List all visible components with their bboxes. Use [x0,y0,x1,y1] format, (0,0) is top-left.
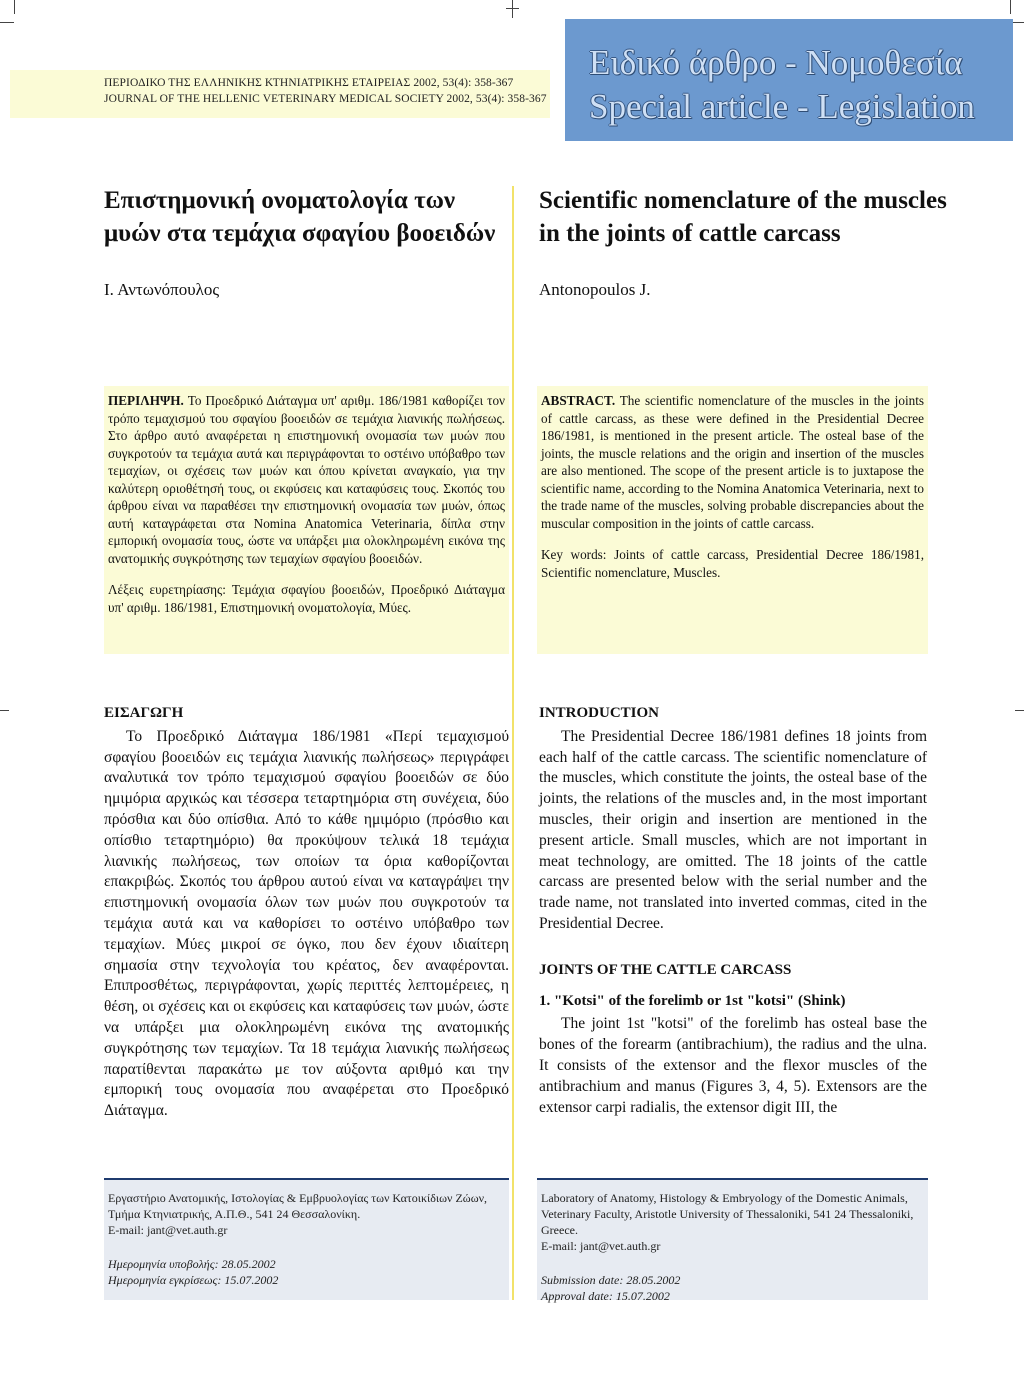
abstract-greek-text [108,392,505,567]
submission-date-greek: Ημερομηνία υποβολής: 28.05.2002 [108,1257,276,1271]
journal-name-greek: ΠΕΡΙΟΔΙΚΟ ΤΗΣ ΕΛΛΗΝΙΚΗΣ ΚΤΗΝΙΑΤΡΙΚΗΣ ΕΤΑΙΡΕΙΑΣ 2002, 53(4): 358-367 [104,77,514,89]
body-greek [104,703,509,1122]
paragraph-introduction-english: The Presidential Decree 186/1981 defines 18 joints from each half of the cattle carcass. The scientific nomenclature of the muscles, which constitute the joints, the osteal base of the joints, the relations of the muscles and, in the most important muscles, their origin and insertion are mentioned in the present article. Small muscles, which are not important in meat technology, are omitted. The 18 joints of the cattle carcass are presented below with the serial number and the trade name, not translated into inverted commas, cited in the Presidential Decree. [539,727,927,932]
keywords-english [541,546,924,581]
journal-name-english: JOURNAL OF THE HELLENIC VETERINARY MEDICAL SOCIETY 2002, 53(4): 358-367 [104,93,547,105]
dates-greek [108,1256,505,1288]
keywords-english-list: Joints of cattle carcass, Presidential Decree 186/1981, Scientific nomenclature, Muscles. [541,547,925,580]
keywords-english-label: Key words: [541,547,607,562]
crop-mark-left-mid [0,710,9,711]
section-title-english: Special article - Legislation [589,87,975,126]
keywords-greek-label: Λέξεις ευρετηρίασης: [108,582,226,597]
dates-english [541,1272,924,1304]
author-greek: Ι. Αντωνόπουλος [104,280,220,299]
email-greek: E-mail: jant@vet.auth.gr [108,1223,228,1237]
column-divider [512,186,514,1300]
submission-date-english: Submission date: 28.05.2002 [541,1273,681,1287]
article-title-english: Scientific nomenclature of the muscles in the joints of cattle carcass [539,187,947,247]
affiliation-english [537,1178,928,1303]
abstract-greek [104,386,509,654]
subheading-kotsi: 1. "Kotsi" of the forelimb or 1st "kotsi" (Shink) [539,992,846,1009]
abstract-greek-label: ΠΕΡΙΛΗΨΗ. [108,393,184,408]
affiliation-english-text: Laboratory of Anatomy, Histology & Embryology of the Domestic Animals, Veterinary Faculty, Aristotle University of Thessaloniki, 541 24 Thessaloniki, Greece. [541,1191,914,1237]
heading-introduction-english: INTRODUCTION [539,705,660,721]
keywords-greek [108,581,505,616]
heading-introduction-greek: ΕΙΣΑΓΩΓΗ [104,705,184,721]
abstract-english-label: ABSTRACT. [541,393,616,408]
author-english: Antonopoulos J. [539,280,651,299]
section-title-greek: Ειδικό άρθρο - Νομοθεσία [589,43,963,82]
abstract-english-body: The scientific nomenclature of the muscles in the joints of cattle carcass, as these were defined in the Presidential Decree 186/1981, is mentioned in the present article. The osteal base of the joints, the muscle relations and the origin and insertion of the muscles are also mentioned. The scope of the present article is to juxtapose the scientific name, according to the Nomina Anatomica Veterinaria, next to the trade name of the muscles, solving probable discrepancies about the muscular composition in the joints of cattle carcass. [541,393,924,531]
approval-date-english: Approval date: 15.07.2002 [541,1289,670,1303]
crop-mark-right-top-v [1010,0,1011,14]
crop-mark-right-mid [1015,710,1024,711]
affiliation-greek [104,1178,509,1300]
abstract-greek-body: Το Προεδρικό Διάταγμα υπ' αριθμ. 186/1981 καθορίζει τον τρόπο τεμαχισμού του σφαγίου βοοειδών σε τεμάχια λιανικής πωλήσεως. Στο άρθρο αυτό αναφέρεται η επιστημονική ονομασία των μυών που συγκροτούν τα τεμάχια αυτά και περιγράφονται το οστέινο υπόβαθρο των τεμαχίων, οι σχέσεις των μυών και όπου κρίνεται αναγκαίο, για την καλύτερη οριοθέτησή τους, οι εκφύσεις και καταφύσεις τους. Σκοπός του άρθρου είναι να παραθέσει την επιστημονική ονομασία των μυών, όπως αυτή καταγράφεται στα Nomina Anatomica Veterinaria, δίπλα στην εμπορική ονομασία τους, ώστε να υπάρξει μια ολοκληρωμένη εικόνα της ανατομικής συγκρότησης των τεμαχίων σφαγίου βοοειδών. [108,393,505,566]
crop-mark-top [512,0,513,18]
crop-mark-top-bar [506,8,519,9]
crop-mark-left-top [0,22,14,23]
keywords-greek-list: Τεμάχια σφαγίου βοοειδών, Προεδρικό Διάταγμα υπ' αριθμ. 186/1981, Επιστημονική ονοματολογία, Μύες. [108,582,505,615]
journal-header [104,75,564,107]
approval-date-greek: Ημερομηνία εγκρίσεως: 15.07.2002 [108,1273,279,1287]
abstract-english-text [541,392,924,532]
crop-mark-left-top-v [14,0,15,14]
paragraph-introduction-greek: Το Προεδρικό Διάταγμα 186/1981 «Περί τεμαχισμού σφαγίου βοοειδών εις τεμάχια λιανικής πωλήσεως» περιγράφει αναλυτικά τον τρόπο τεμαχισμού σφαγίου βοοειδών σε δύο ημιμόρια αρχικώς και τέσσερα τεταρτημόρια στη συνέχεια, δύο πρόσθια και δύο οπίσθια. Από το κάθε ημιμόριο (πρόσθιο και οπίσθιο τεταρτημόριο) θα προκύψουν τελικά 18 τεμάχια λιανικής πωλήσεως, των οποίων τα όρια καθορίζονται επακριβώς. Σκοπός του άρθρου αυτού είναι να καταγράψει την επιστημονική ονομασία όλων των μυών που συγκροτούν τα τεμάχια αυτά και να καθορίσει το οστέινο υπόβαθρο των τεμαχίων. Μύες μικροί σε όγκο, που δεν έχουν ιδιαίτερη σημασία στην τεχνολογία του κρέατος, δεν αναφέρονται. Επιπροσθέτως, περιγράφονται, χωρίς περιττές λεπτομέρειες, η θέση, οι σχέσεις και οι εκφύσεις και καταφύσεις των μυών, ώστε να υπάρξει μια ολοκληρωμένη εικόνα της ανατομικής συγκρότησης των τεμαχίων. Τα 18 τεμάχια λιανικής πωλήσεως παρατίθενται παρακάτω με τον αύξοντα αριθμό και την εμπορική τους ονομασία που αναφέρεται στο Προεδρικό Διάταγμα. [104,727,509,1120]
affiliation-greek-text: Εργαστήριο Ανατομικής, Ιστολογίας & Εμβρυολογίας των Κατοικίδιων Ζώων, Τμήμα Κτηνιατρικής, Α.Π.Θ., 541 24 Θεσσαλονίκη. [108,1191,488,1221]
email-english: E-mail: jant@vet.auth.gr [541,1239,661,1253]
section-banner [565,19,1013,141]
abstract-english [537,386,928,654]
body-english [539,703,927,1118]
paragraph-kotsi: The joint 1st "kotsi" of the forelimb has osteal base the bones of the forearm (antibrachium), the radius and the ulna. It consists of the extensor and the flexor muscles of the antibrachium and manus (Figures 3, 4, 5). Extensors are the extensor carpi radialis, the extensor digit III, the [539,1015,927,1116]
article-title-greek: Επιστημονική ονοματολογία των μυών στα τεμάχια σφαγίου βοοειδών [104,187,496,247]
heading-joints: JOINTS OF THE CATTLE CARCASS [539,961,792,978]
